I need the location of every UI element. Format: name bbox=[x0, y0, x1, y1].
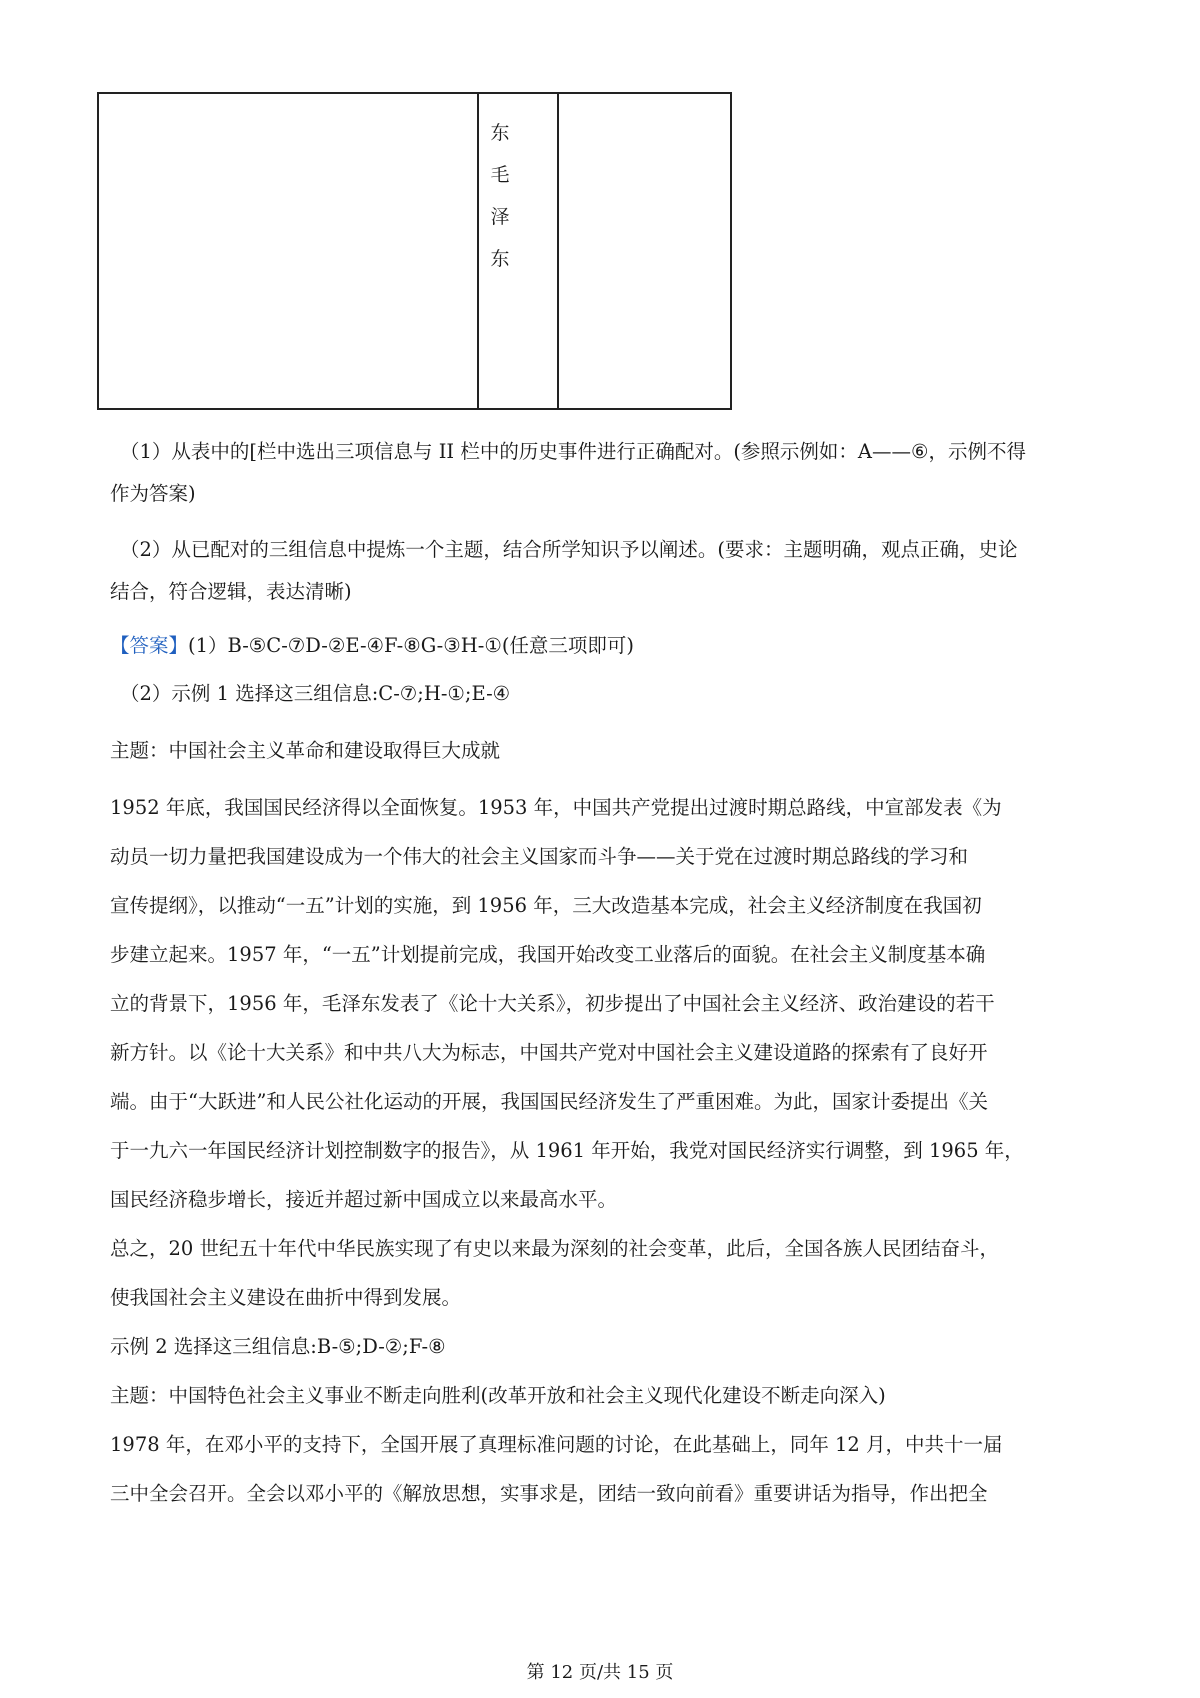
table-vertical-char: 东 bbox=[490, 122, 510, 144]
table-vertical-text bbox=[485, 112, 515, 280]
answer-1 bbox=[110, 633, 634, 659]
question-1-line-2: 作为答案) bbox=[110, 482, 196, 505]
question-2-line-1: （2）从已配对的三组信息中提炼一个主题，结合所学知识予以阐述。(要求：主题明确，观点正确，史论 bbox=[120, 538, 1018, 561]
example-2-select: 示例 2 选择这三组信息:B-⑤;D-②;F-⑧ bbox=[110, 1335, 446, 1358]
example-2-body-line: 三中全会召开。全会以邓小平的《解放思想，实事求是，团结一致向前看》重要讲话为指导，作出把全 bbox=[110, 1482, 988, 1505]
question-2-line-2: 结合，符合逻辑，表达清晰) bbox=[110, 580, 352, 603]
example-2-body-line: 1978 年，在邓小平的支持下，全国开展了真理标准问题的讨论，在此基础上，同年 12 月，中共十一届 bbox=[110, 1433, 1003, 1456]
answer-2: （2）示例 1 选择这三组信息:C-⑦;H-①;E-④ bbox=[120, 682, 511, 705]
example-1-body-line: 1952 年底，我国国民经济得以全面恢复。1953 年，中国共产党提出过渡时期总路线，中宣部发表《为 bbox=[110, 796, 1002, 819]
example-1-body-line: 端。由于“大跃进”和人民公社化运动的开展，我国国民经济发生了严重困难。为此，国家计委提出《关 bbox=[110, 1090, 988, 1113]
table-column-divider-2 bbox=[557, 94, 559, 408]
example-1-body-line: 宣传提纲》，以推动“一五”计划的实施，到 1956 年，三大改造基本完成，社会主义经济制度在我国初 bbox=[110, 894, 982, 917]
example-1-conclusion-line: 总之，20 世纪五十年代中华民族实现了有史以来最为深刻的社会变革，此后，全国各族人民团结奋斗， bbox=[110, 1237, 1000, 1260]
page-number: 第 12 页/共 15 页 bbox=[526, 1662, 674, 1683]
answer-label: 【答案】 bbox=[110, 634, 189, 657]
example-1-body-line: 新方针。以《论十大关系》和中共八大为标志，中国共产党对中国社会主义建设道路的探索有了良好开 bbox=[110, 1041, 988, 1064]
example-1-body-line: 立的背景下，1956 年，毛泽东发表了《论十大关系》，初步提出了中国社会主义经济、政治建设的若干 bbox=[110, 992, 995, 1015]
example-1-body-line: 动员一切力量把我国建设成为一个伟大的社会主义国家而斗争——关于党在过渡时期总路线的学习和 bbox=[110, 845, 969, 868]
table-column-divider-1 bbox=[477, 94, 479, 408]
example-1-theme: 主题：中国社会主义革命和建设取得巨大成就 bbox=[110, 739, 501, 762]
history-table bbox=[97, 92, 732, 410]
example-1-body-line: 国民经济稳步增长，接近并超过新中国成立以来最高水平。 bbox=[110, 1188, 618, 1211]
answer-1-text: (1）B-⑤C-⑦D-②E-④F-⑧G-③H-①(任意三项即可) bbox=[188, 634, 635, 657]
example-2-theme: 主题：中国特色社会主义事业不断走向胜利(改革开放和社会主义现代化建设不断走向深入) bbox=[110, 1384, 886, 1407]
table-vertical-char: 东 bbox=[490, 248, 510, 270]
example-1-conclusion-line: 使我国社会主义建设在曲折中得到发展。 bbox=[110, 1286, 462, 1309]
example-1-body-line: 于一九六一年国民经济计划控制数字的报告》，从 1961 年开始，我党对国民经济实行调整，到 1965 年， bbox=[110, 1139, 1024, 1162]
example-1-body-line: 步建立起来。1957 年，“一五”计划提前完成，我国开始改变工业落后的面貌。在社会主义制度基本确 bbox=[110, 943, 986, 966]
table-vertical-char: 毛 bbox=[490, 164, 510, 186]
table-vertical-char: 泽 bbox=[490, 206, 510, 228]
question-1-line-1: （1）从表中的[栏中选出三项信息与 II 栏中的历史事件进行正确配对。(参照示例如：A——⑥，示例不得 bbox=[120, 440, 1026, 463]
